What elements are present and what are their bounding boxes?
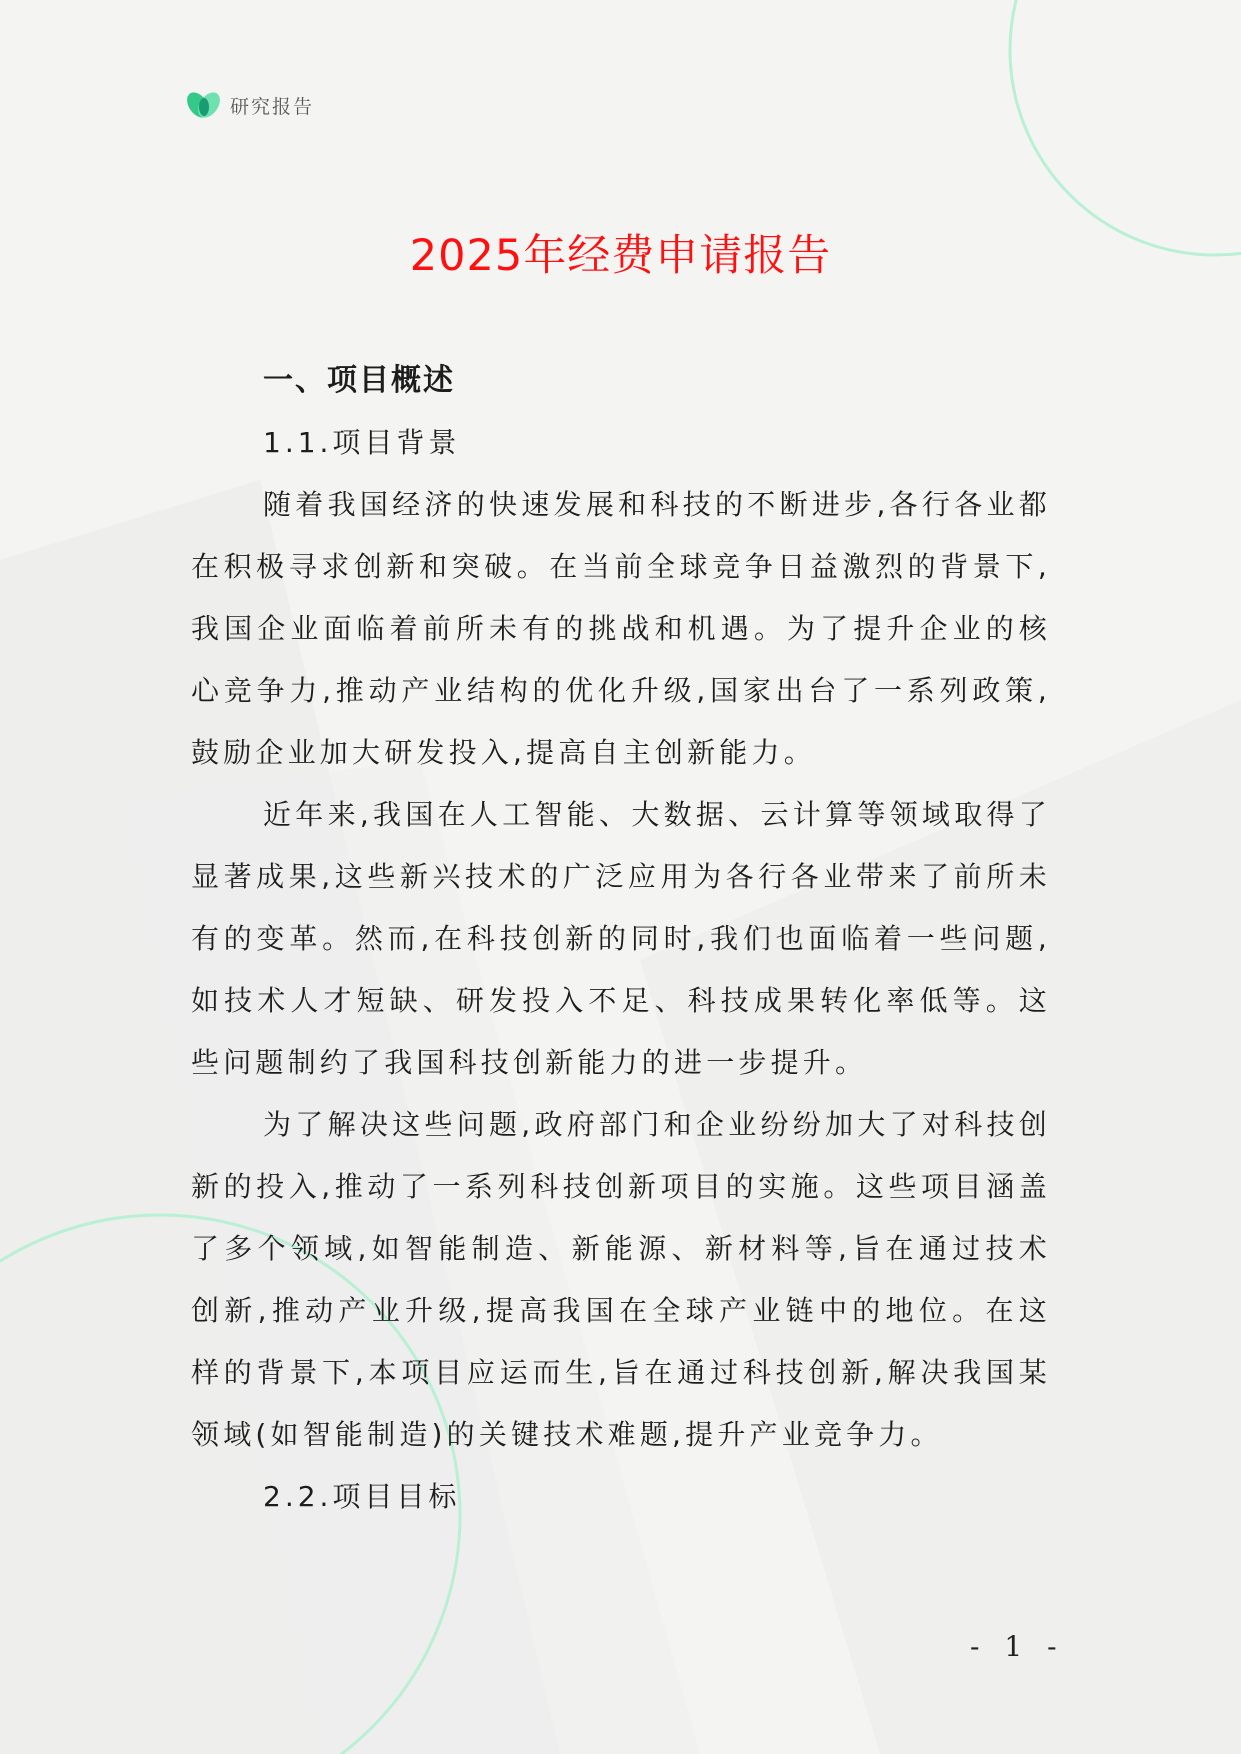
report-header xyxy=(186,88,314,122)
leaf-logo-icon xyxy=(186,88,222,122)
subsection-heading-goals: 2.2.项目目标 xyxy=(263,1480,461,1513)
section-heading: 一、项目概述 xyxy=(263,363,455,398)
paragraph: 为了解决这些问题,政府部门和企业纷纷加大了对科技创新的投入,推动了一系列科技创新项目的实施。这些项目涵盖了多个领域,如智能制造、新能源、新材料等,旨在通过技术创新,推动产业升级,提高我国在全球产业链中的地位。在这样的背景下,本项目应运而生,旨在通过科技创新,解决我国某领域(如智能制造)的关键技术难题,提升产业竞争力。 xyxy=(191,1108,1051,1451)
page-number: - 1 - xyxy=(970,1630,1065,1663)
document-title: 2025年经费申请报告 xyxy=(409,231,832,281)
paragraph: 随着我国经济的快速发展和科技的不断进步,各行各业都在积极寻求创新和突破。在当前全球竞争日益激烈的背景下,我国企业面临着前所未有的挑战和机遇。为了提升企业的核心竞争力,推动产业结构的优化升级,国家出台了一系列政策,鼓励企业加大研发投入,提高自主创新能力。 xyxy=(191,488,1051,769)
document-body xyxy=(191,350,1051,1528)
header-label: 研究报告 xyxy=(230,95,315,118)
paragraph: 近年来,我国在人工智能、大数据、云计算等领域取得了显著成果,这些新兴技术的广泛应用为各行各业带来了前所未有的变革。然而,在科技创新的同时,我们也面临着一些问题,如技术人才短缺、研发投入不足、科技成果转化率低等。这些问题制约了我国科技创新能力的进一步提升。 xyxy=(191,798,1051,1079)
subsection-heading-background: 1.1.项目背景 xyxy=(263,426,461,459)
